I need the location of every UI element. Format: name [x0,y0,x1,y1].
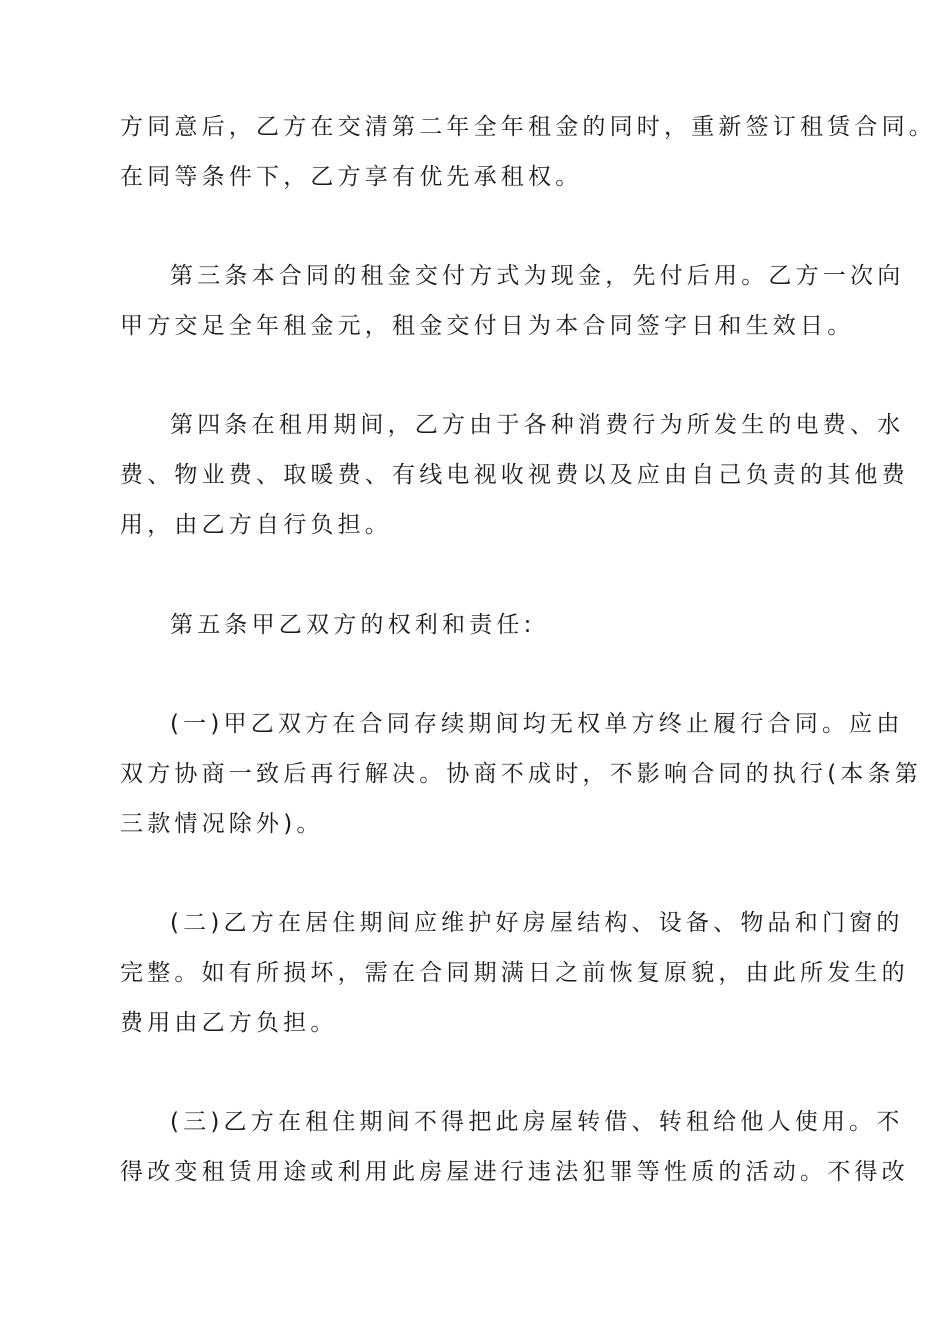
text-line: 得改变租赁用途或利用此房屋进行违法犯罪等性质的活动。不得改 [120,1159,909,1185]
text-line: (三)乙方在租住期间不得把此房屋转借、转租给他人使用。不 [170,1109,904,1135]
section-heading: 第五条甲乙双方的权利和责任: [170,612,536,638]
text-line: (一)甲乙双方在合同存续期间均无权单方终止履行合同。应由 [170,711,904,737]
text-line: (二)乙方在居住期间应维护好房屋结构、设备、物品和门窗的 [170,910,904,936]
text-line: 甲方交足全年租金元，租金交付日为本合同签字日和生效日。 [120,313,855,339]
text-line: 方同意后，乙方在交清第二年全年租金的同时，重新签订租赁合同。 [120,114,936,140]
text-line: 第四条在租用期间，乙方由于各种消费行为所发生的电费、水 [170,412,905,438]
text-line: 三款情况除外)。 [120,811,324,837]
text-line: 双方协商一致后再行解决。协商不成时，不影响合同的执行(本条第 [120,761,922,787]
text-line: 完整。如有所损坏，需在合同期满日之前恢复原貌，由此所发生的 [120,960,909,986]
text-line: 费用由乙方负担。 [120,1010,338,1036]
text-line: 在同等条件下，乙方享有优先承租权。 [120,164,583,190]
text-line: 第三条本合同的租金交付方式为现金，先付后用。乙方一次向 [170,263,905,289]
text-line: 用，由乙方自行负担。 [120,512,392,538]
text-line: 费、物业费、取暖费、有线电视收视费以及应由自己负责的其他费 [120,462,909,488]
